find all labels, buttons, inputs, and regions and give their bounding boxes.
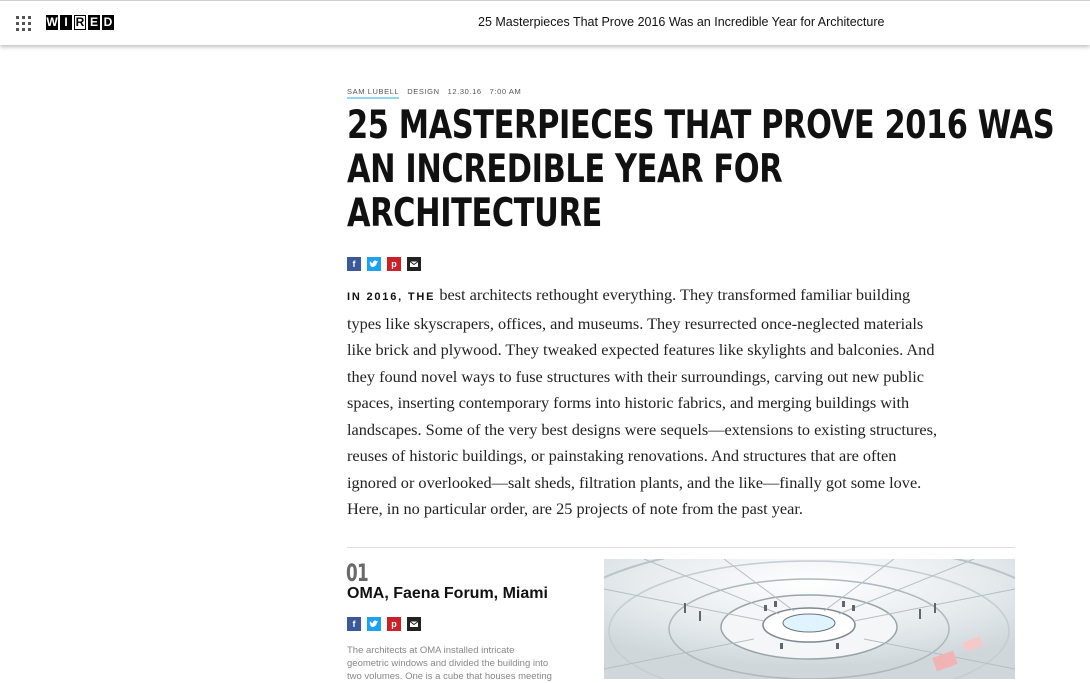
body-line-text: best architects rethought everything. They transformed familiar building xyxy=(435,285,911,304)
lead-in: IN 2016, THE xyxy=(347,291,436,303)
pinterest-icon[interactable]: p xyxy=(387,617,401,631)
author-link[interactable]: SAM LUBELL xyxy=(347,87,399,99)
dome-ceiling-image xyxy=(604,559,1015,679)
body-line: reuses of historic buildings, or painstaking renovations. And structures that are often xyxy=(347,446,897,465)
logo-letter: W xyxy=(46,15,58,29)
twitter-icon[interactable] xyxy=(367,617,381,631)
grid-menu-icon[interactable] xyxy=(16,16,31,31)
article-intro xyxy=(347,282,1027,523)
project-number: 01 xyxy=(346,559,368,587)
publish-time: 7:00 AM xyxy=(489,87,522,96)
project-share-bar xyxy=(347,617,421,631)
logo-letter: E xyxy=(89,15,98,29)
pinterest-icon[interactable]: p xyxy=(387,257,401,271)
wired-logo[interactable] xyxy=(46,15,116,31)
twitter-icon[interactable] xyxy=(367,257,381,271)
logo-letter: I xyxy=(60,15,72,30)
body-line: types like skyscrapers, offices, and museums. They resurrected once-neglected materials xyxy=(347,313,924,333)
body-line xyxy=(347,282,1027,311)
logo-letter: D xyxy=(103,15,113,29)
description-line: two volumes. One is a cube that houses meeting xyxy=(347,671,552,682)
logo-letter: R xyxy=(75,15,85,29)
body-line: spaces, inserting contemporary forms into historic fabrics, and merging buildings with xyxy=(347,393,910,412)
body-line: landscapes. Some of the very best designs were sequels—extensions to existing structures, xyxy=(347,419,938,439)
article-share-bar xyxy=(347,257,421,271)
project-photo[interactable] xyxy=(604,559,1015,679)
body-line: Here, in no particular order, are 25 projects of note from the past year. xyxy=(347,499,803,518)
byline xyxy=(347,87,521,96)
headline-line: 25 MASTERPIECES THAT PROVE 2016 WAS xyxy=(347,103,1055,148)
headline-line: AN INCREDIBLE YEAR FOR xyxy=(347,147,783,192)
body-line: ignored or overlooked—salt sheds, filtration plants, and the like—finally got some love. xyxy=(347,472,922,492)
top-navigation-bar xyxy=(0,0,1090,45)
description-line: geometric windows and divided the building into xyxy=(347,658,549,669)
article-headline xyxy=(347,103,1055,236)
headline-line: ARCHITECTURE xyxy=(347,191,602,236)
body-line: they found novel ways to fuse structures with their surroundings, carving out new public xyxy=(347,366,924,386)
facebook-icon[interactable]: f xyxy=(347,257,361,271)
publish-date: 12.30.16 xyxy=(447,87,482,96)
email-icon[interactable] xyxy=(407,617,421,631)
project-title: OMA, Faena Forum, Miami xyxy=(347,585,548,602)
project-description xyxy=(347,644,587,683)
email-icon[interactable] xyxy=(407,257,421,271)
section-divider xyxy=(347,547,1015,548)
topbar-article-title: 25 Masterpieces That Prove 2016 Was an Incredible Year for Architecture xyxy=(478,15,885,29)
body-line: like brick and plywood. They tweaked expected features like skylights and balconies. And xyxy=(347,340,935,359)
description-line: The architects at OMA installed intricate xyxy=(347,645,515,656)
facebook-icon[interactable]: f xyxy=(347,617,361,631)
category-label[interactable]: DESIGN xyxy=(407,87,440,96)
